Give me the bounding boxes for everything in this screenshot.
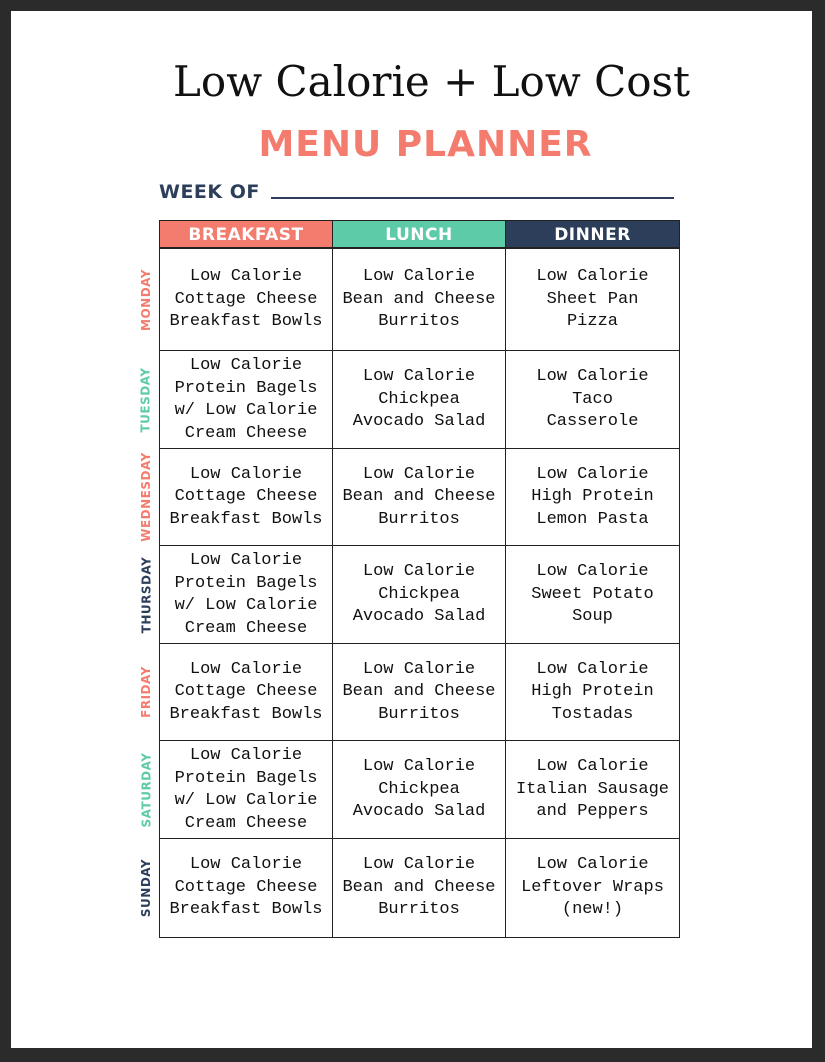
day-label-text: SUNDAY: [139, 858, 153, 917]
meal-cell-saturday-lunch: Low Calorie Chickpea Avocado Salad: [332, 740, 506, 840]
meal-cell-thursday-breakfast: Low Calorie Protein Bagels w/ Low Calorie Cream Cheese: [159, 545, 333, 645]
meal-cell-tuesday-dinner: Low Calorie Taco Casserole: [505, 350, 680, 450]
week-of-label: WEEK OF: [159, 181, 260, 203]
meal-cell-sunday-dinner: Low Calorie Leftover Wraps (new!): [505, 838, 680, 938]
meal-cell-friday-dinner: Low Calorie High Protein Tostadas: [505, 643, 680, 742]
day-label-text: THURSDAY: [139, 556, 153, 633]
meal-cell-saturday-breakfast: Low Calorie Protein Bagels w/ Low Calorie Cream Cheese: [159, 740, 333, 840]
meal-cell-tuesday-breakfast: Low Calorie Protein Bagels w/ Low Calorie Cream Cheese: [159, 350, 333, 450]
day-label-sunday: [133, 838, 159, 937]
meal-cell-wednesday-dinner: Low Calorie High Protein Lemon Pasta: [505, 448, 680, 547]
planner-page: [11, 11, 812, 1048]
day-label-text: SATURDAY: [139, 752, 153, 827]
meal-cell-thursday-lunch: Low Calorie Chickpea Avocado Salad: [332, 545, 506, 645]
day-label-text: TUESDAY: [139, 366, 153, 433]
meal-cell-monday-lunch: Low Calorie Bean and Cheese Burritos: [332, 248, 506, 352]
meal-cell-friday-lunch: Low Calorie Bean and Cheese Burritos: [332, 643, 506, 742]
day-label-friday: [133, 643, 159, 741]
meal-cell-friday-breakfast: Low Calorie Cottage Cheese Breakfast Bowls: [159, 643, 333, 742]
header-breakfast: BREAKFAST: [159, 220, 333, 248]
meal-cell-tuesday-lunch: Low Calorie Chickpea Avocado Salad: [332, 350, 506, 450]
meal-cell-wednesday-lunch: Low Calorie Bean and Cheese Burritos: [332, 448, 506, 547]
page-title: Low Calorie + Low Cost: [173, 57, 690, 106]
meal-cell-monday-dinner: Low Calorie Sheet Pan Pizza: [505, 248, 680, 352]
day-label-text: FRIDAY: [139, 666, 154, 718]
menu-grid: [159, 220, 680, 937]
meal-cell-sunday-breakfast: Low Calorie Cottage Cheese Breakfast Bowls: [159, 838, 333, 938]
day-label-wednesday: [133, 448, 159, 546]
day-label-text: WEDNESDAY: [139, 452, 154, 542]
day-label-thursday: [133, 545, 159, 644]
day-label-text: MONDAY: [139, 268, 154, 331]
meal-cell-saturday-dinner: Low Calorie Italian Sausage and Peppers: [505, 740, 680, 840]
meal-cell-wednesday-breakfast: Low Calorie Cottage Cheese Breakfast Bowls: [159, 448, 333, 547]
week-of-blank-line[interactable]: [271, 197, 674, 199]
day-label-saturday: [133, 740, 159, 839]
day-label-tuesday: [133, 350, 159, 449]
header-dinner: DINNER: [505, 220, 680, 248]
meal-cell-thursday-dinner: Low Calorie Sweet Potato Soup: [505, 545, 680, 645]
meal-cell-monday-breakfast: Low Calorie Cottage Cheese Breakfast Bowls: [159, 248, 333, 352]
meal-cell-sunday-lunch: Low Calorie Bean and Cheese Burritos: [332, 838, 506, 938]
day-label-monday: [133, 248, 159, 351]
page-subtitle: MENU PLANNER: [258, 124, 593, 165]
header-lunch: LUNCH: [332, 220, 506, 248]
